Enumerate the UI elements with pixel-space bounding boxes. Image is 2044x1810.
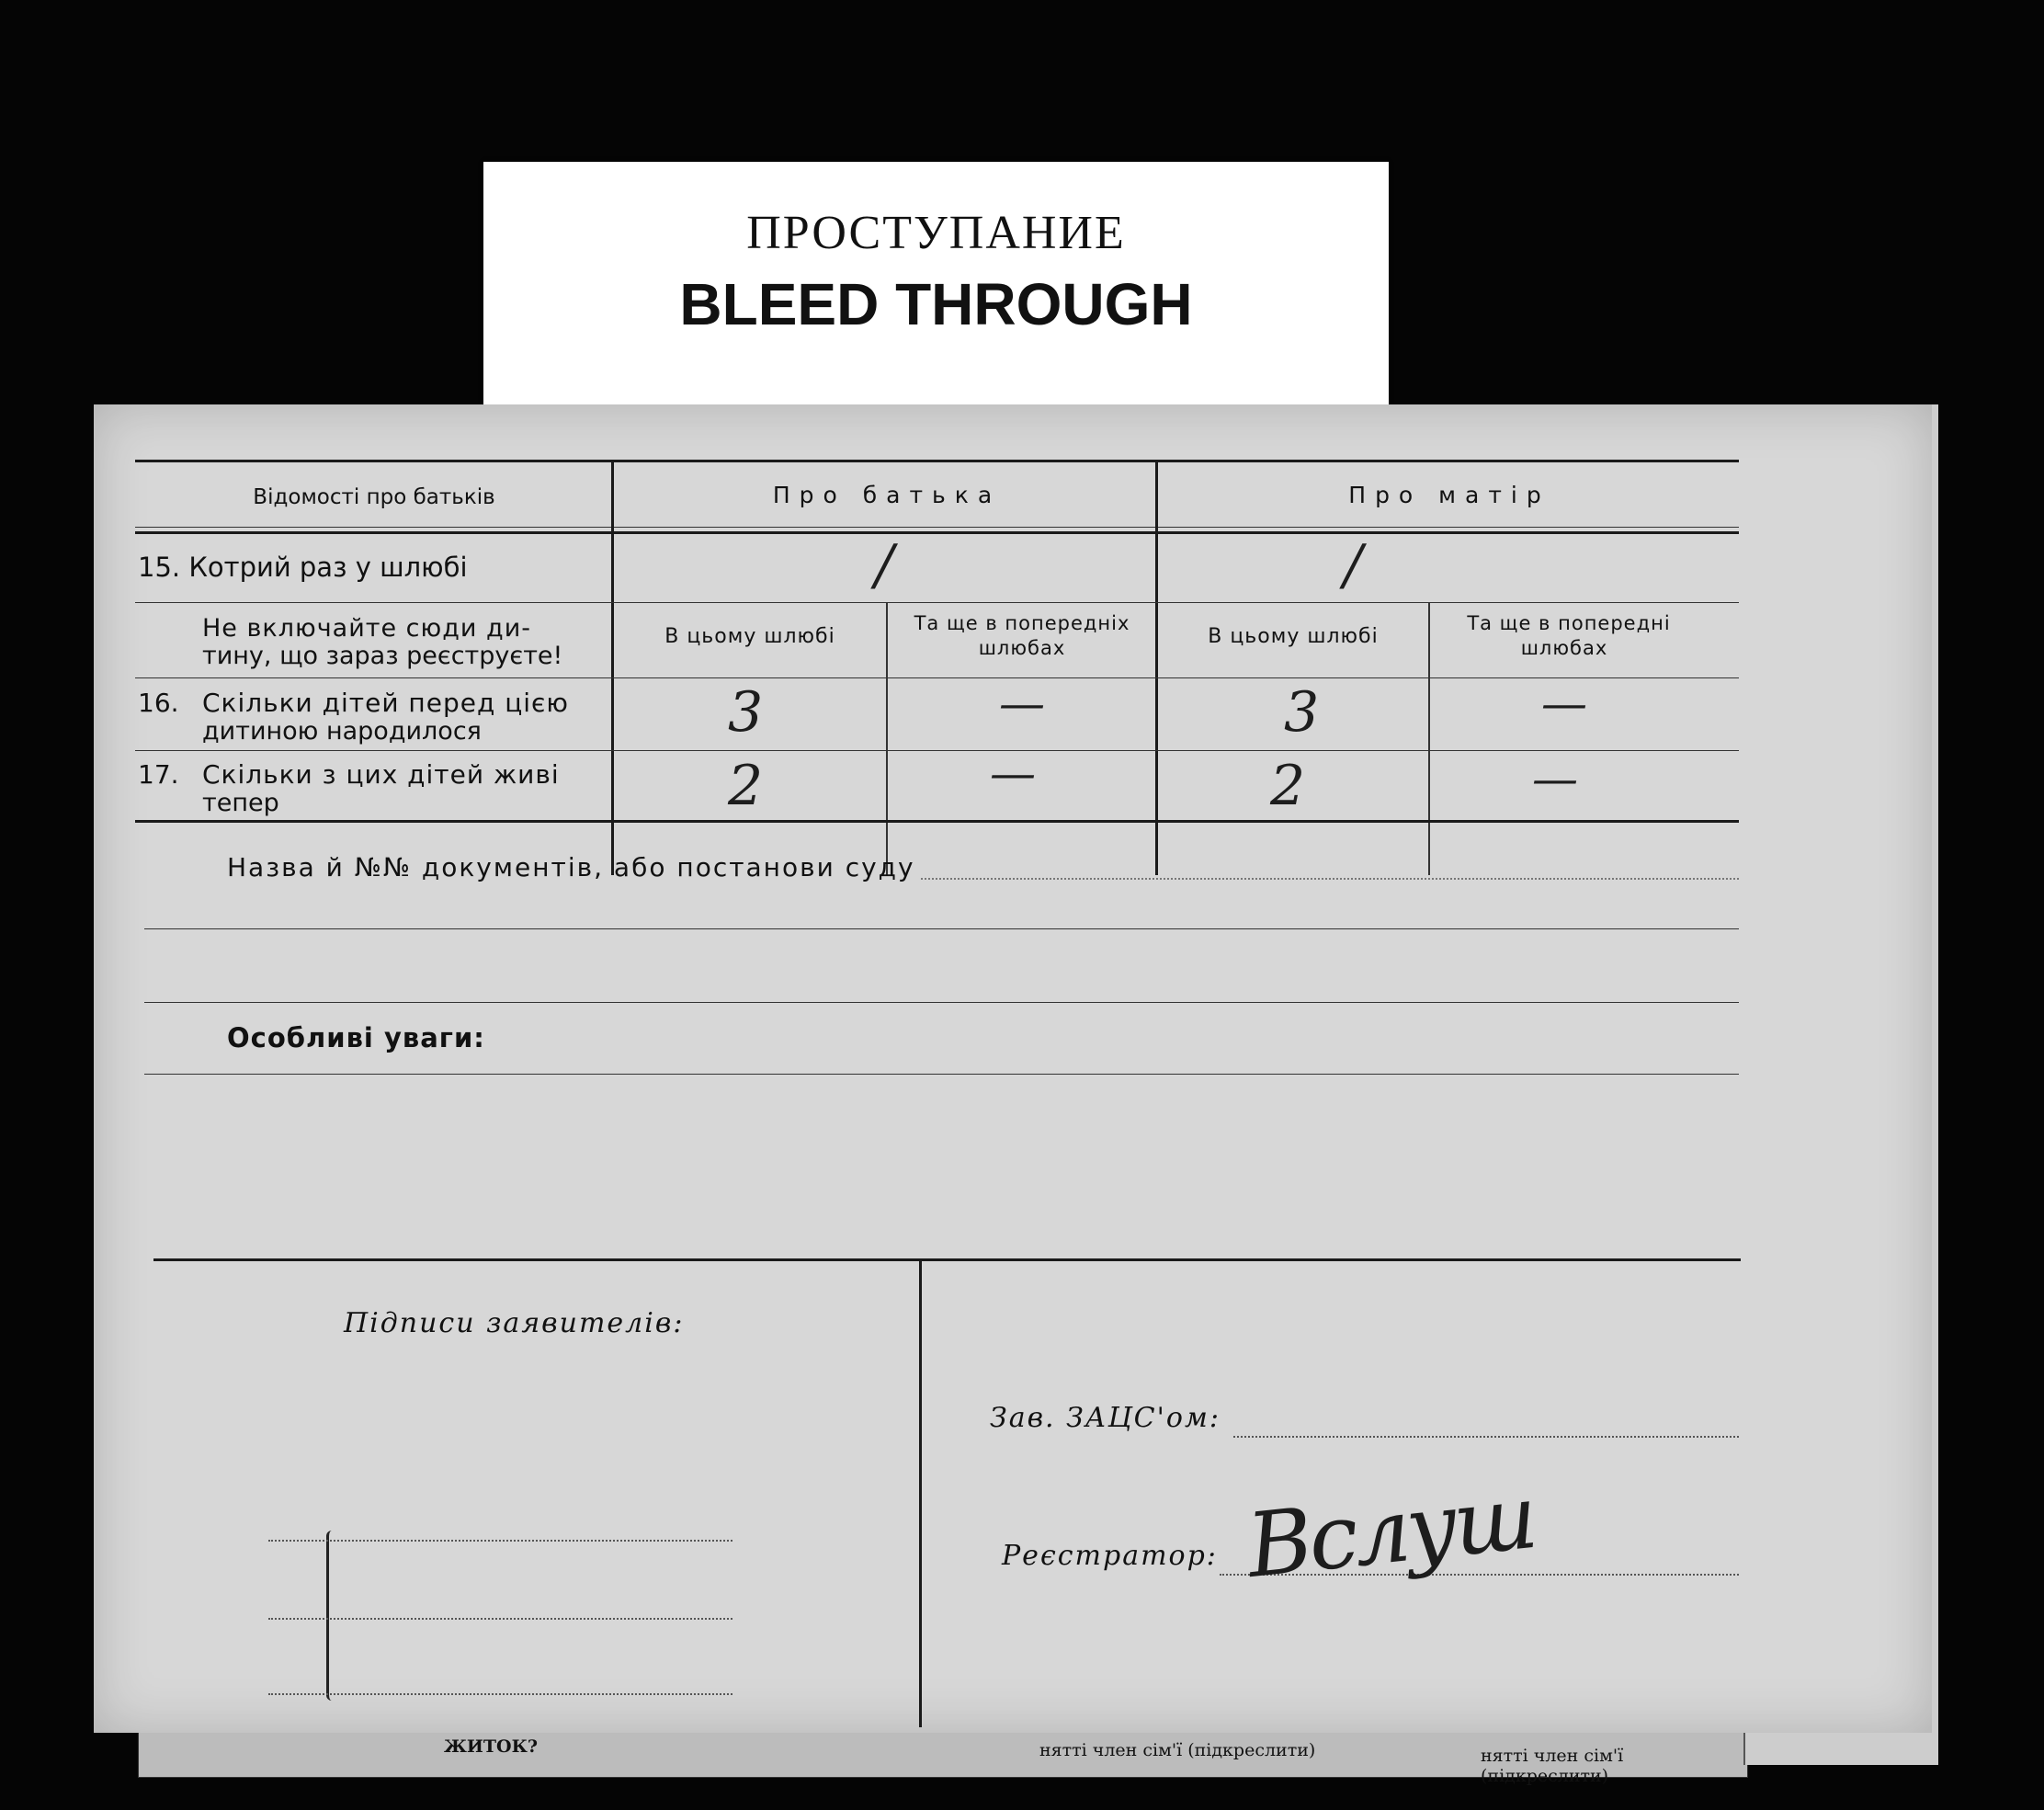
row15-father-value: / <box>875 533 894 598</box>
row16-mother-prev: — <box>1541 677 1587 730</box>
applicant-signature-line-2 <box>268 1618 732 1620</box>
applicant-signature-line-3 <box>268 1693 732 1695</box>
header-father: Про батька <box>772 482 1002 508</box>
divider-father-sub <box>886 602 888 875</box>
registration-form <box>94 404 1932 1733</box>
row17-label-2: тепер <box>202 789 279 817</box>
table-top-rule <box>135 460 1739 462</box>
note-line-1: Не включайте сюди ди- <box>202 614 531 643</box>
divider-mother-sub <box>1428 602 1430 875</box>
row15-rule <box>135 602 1739 603</box>
header-mother: Про матір <box>1348 482 1550 508</box>
documents-line-3 <box>144 1002 1739 1003</box>
row16-label-2: дитиною народилося <box>202 717 482 746</box>
row16-label-1: Скільки дітей перед цією <box>202 688 569 718</box>
head-of-registry-label: Зав. ЗАЦС'ом: <box>990 1402 1221 1434</box>
signatures-divider <box>919 1258 922 1727</box>
mother-this-marriage-header: В цьому шлюбі <box>1208 625 1379 648</box>
row16-mother-this: 3 <box>1284 680 1320 745</box>
mother-prev-marriages-header-2: шлюбах <box>1520 637 1608 659</box>
header-rule-2 <box>135 531 1739 534</box>
note-rule <box>135 677 1739 678</box>
applicants-signatures-label: Підписи заявителів: <box>344 1307 685 1339</box>
father-prev-marriages-header-1: Та ще в попередніх <box>914 612 1130 634</box>
documents-dotted-line <box>921 878 1739 880</box>
row17-father-this: 2 <box>728 754 764 818</box>
row16-rule <box>135 750 1739 751</box>
table-bottom-rule <box>135 820 1739 823</box>
divider-labels <box>611 460 614 875</box>
note-line-2: тину, що зараз реєструєте! <box>202 642 563 670</box>
row16-father-prev: — <box>999 677 1045 730</box>
row16-number: 16. <box>138 688 179 718</box>
underlying-sheet-right-text: нятті член сім'ї (підкреслити) <box>1481 1746 1624 1786</box>
header-rule-1 <box>135 527 1739 528</box>
divider-parents <box>1155 460 1158 875</box>
row17-father-prev: — <box>990 746 1036 800</box>
underlying-sheet-left-text: ЖИТОК? <box>444 1736 538 1757</box>
row15-label: 15. Котрий раз у шлюбі <box>138 552 468 583</box>
father-prev-marriages-header-2: шлюбах <box>978 637 1066 659</box>
row17-mother-this: 2 <box>1270 754 1306 818</box>
bleed-through-notice <box>483 162 1389 410</box>
underlying-sheet-mid-text: нятті член сім'ї (підкреслити) <box>1039 1740 1316 1760</box>
registrar-signature: Вслуш <box>1243 1464 1539 1599</box>
row16-father-this: 3 <box>728 680 764 745</box>
father-this-marriage-header: В цьому шлюбі <box>664 625 835 648</box>
mother-prev-marriages-header-1: Та ще в попередні <box>1467 612 1671 634</box>
signatures-top-rule <box>153 1258 1741 1261</box>
header-parents-info: Відомості про батьків <box>253 485 495 509</box>
remarks-line <box>144 1074 1739 1075</box>
head-of-registry-line <box>1233 1436 1739 1438</box>
notice-title-en: BLEED THROUGH <box>679 271 1193 337</box>
row15-mother-value: / <box>1344 533 1363 598</box>
documents-label: Назва й №№ документів, або постанови суду <box>227 852 915 882</box>
documents-line-2 <box>144 928 1739 929</box>
remarks-label: Особливі уваги: <box>227 1022 485 1053</box>
row17-number: 17. <box>138 759 179 790</box>
notice-title-ru: ПРОСТУПАНИЕ <box>746 207 1126 259</box>
applicant-signature-line-1 <box>268 1540 732 1542</box>
row17-label-1: Скільки з цих дітей живі <box>202 759 560 790</box>
applicants-bracket <box>326 1531 342 1701</box>
registrar-label: Реєстратор: <box>1002 1540 1218 1572</box>
row17-mother-prev: — <box>1532 752 1578 805</box>
